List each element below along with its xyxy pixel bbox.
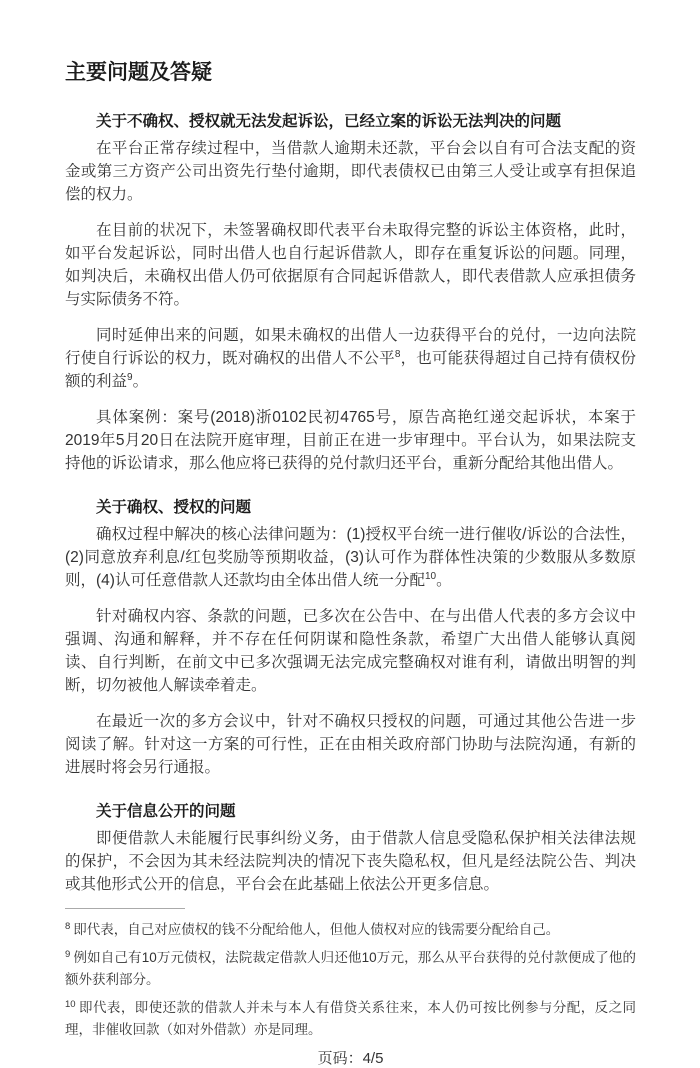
paragraph <box>65 523 636 592</box>
footnote-text: 即代表，自己对应债权的钱不分配给他人，但他人债权对应的钱需要分配给自己。 <box>73 922 560 937</box>
paragraph <box>65 324 636 393</box>
section-heading: 关于不确权、授权就无法发起诉讼，已经立案的诉讼无法判决的问题 <box>96 113 562 130</box>
section-heading: 关于确权、授权的问题 <box>96 499 252 516</box>
page-title: 主要问题及答疑 <box>65 61 212 84</box>
paragraph-text: 。 <box>436 572 452 589</box>
footnote-separator <box>65 908 185 909</box>
footnote-8 <box>65 919 636 941</box>
paragraph: 即便借款人未能履行民事纠纷义务，由于借款人信息受隐私保护相关法律法规的保护，不会因为其未经法院判决的情况下丧失隐私权，但凡是经法院公告、判决或其他形式公开的信息，平台会在此基础上依法公开更多信息。 <box>65 830 636 893</box>
paragraph-text: 。 <box>132 373 149 390</box>
footnote-text: 即代表，即使还款的借款人并未与本人有借贷关系往来，本人仍可按比例参与分配，反之同理，非催收回款（如对外借款）亦是同理。 <box>65 1000 636 1037</box>
paragraph: 在最近一次的多方会议中，针对不确权只授权的问题，可通过其他公告进一步阅读了解。针对这一方案的可行性，正在由相关政府部门协助与法院沟通，有新的进展时将会另行通报。 <box>65 713 636 776</box>
footnote-marker: 8 <box>65 920 71 932</box>
footnote-9 <box>65 947 636 991</box>
section-heading: 关于信息公开的问题 <box>96 803 236 820</box>
section-information-disclosure <box>65 800 636 896</box>
paragraph-text: 同时延伸出来的问题，如果未确权的出借人一边获得平台的兑付，一边向法院行使自行诉讼的权力，既对确权的出借人不公平 <box>65 327 636 367</box>
page-number: 页码：4/5 <box>317 1050 384 1067</box>
footnote-marker: 9 <box>65 948 71 960</box>
paragraph: 具体案例：案号(2018)浙0102民初4765号，原告高艳红递交起诉状，本案于2019年5月20日在法院开庭审理，目前正在进一步审理中。平台认为，如果法院支持他的诉讼请求，那么他应将已获得的兑付款归还平台，重新分配给其他出借人。 <box>65 409 636 472</box>
footnote-10 <box>65 997 636 1041</box>
footnotes <box>65 919 636 1041</box>
footnote-text: 例如自己有10万元债权，法院裁定借款人归还他10万元，那么从平台获得的兑付款便成了他的额外获利部分。 <box>65 950 636 987</box>
paragraph: 在平台正常存续过程中，当借款人逾期未还款，平台会以自有可合法支配的资金或第三方资产公司出资先行垫付逾期，即代表债权已由第三人受让或享有担保追偿的权力。 <box>65 140 636 203</box>
paragraph-text: ，也可能获得超过自己持有债权份额的利益 <box>65 350 636 390</box>
footnote-ref-9: 9 <box>127 371 133 383</box>
footnote-ref-10: 10 <box>424 570 437 582</box>
paragraph: 在目前的状况下，未签署确权即代表平台未取得完整的诉讼主体资格，此时，如平台发起诉讼，同时出借人也自行起诉借款人，即存在重复诉讼的问题。同理，如判决后，未确权出借人仍可依据原有合同起诉借款人，即代表借款人应承担债务与实际债务不符。 <box>65 222 636 308</box>
paragraph-text: 确权过程中解决的核心法律问题为：(1)授权平台统一进行催收/诉讼的合法性，(2)同意放弃利息/红包奖励等预期收益，(3)认可作为群体性决策的少数服从多数原则，(4)认可任意借款人还款均由全体出借人统一分配 <box>65 526 636 589</box>
footnote-ref-8: 8 <box>394 348 401 360</box>
section-confirmation-authorization <box>65 496 636 779</box>
section-litigation-question <box>65 110 636 475</box>
paragraph: 针对确权内容、条款的问题，已多次在公告中、在与出借人代表的多方会议中强调、沟通和解释，并不存在任何阴谋和隐性条款，希望广大出借人能够认真阅读、自行判断，在前文中已多次强调无法完成完整确权对谁有利，请做出明智的判断，切勿被他人解读牵着走。 <box>65 608 636 694</box>
footnote-marker: 10 <box>65 998 76 1010</box>
